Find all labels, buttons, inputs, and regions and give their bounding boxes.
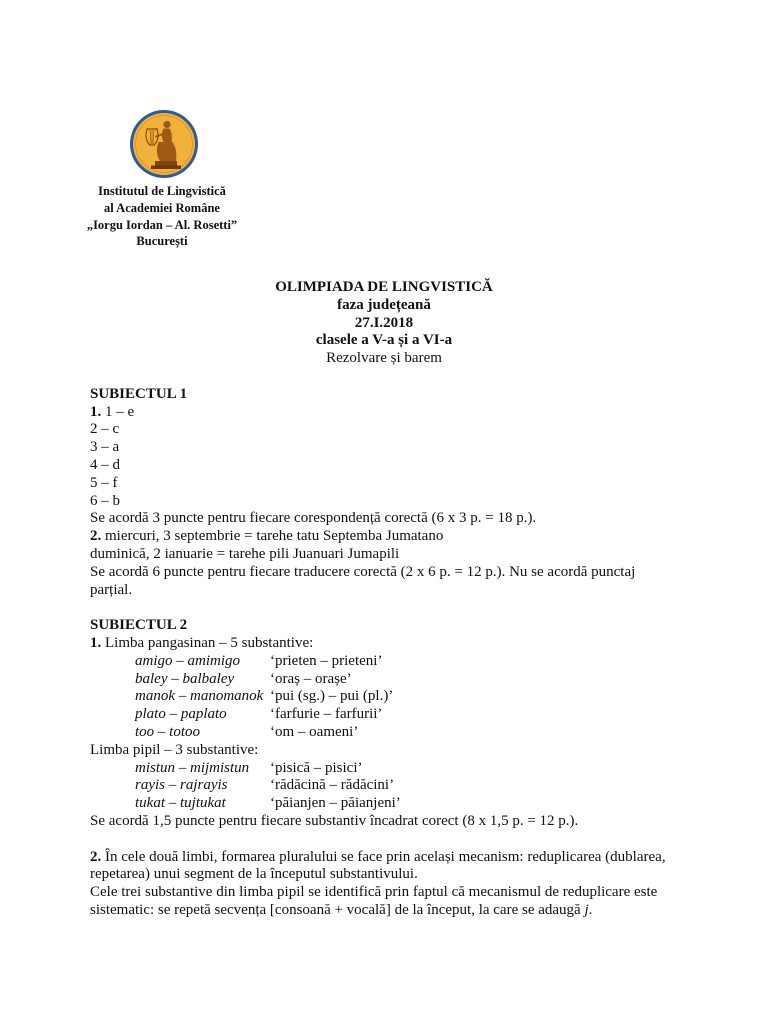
noun-forms: tukat – tujtukat (135, 795, 226, 812)
question-number: 2. (90, 848, 102, 865)
emphasized-letter: j (584, 901, 589, 918)
noun-gloss: ‘pisică – pisici’ (270, 759, 363, 776)
noun-gloss: ‘pui (sg.) – pui (pl.)’ (270, 688, 394, 705)
noun-gloss: ‘rădăcină – rădăcini’ (270, 777, 395, 794)
sentence-end: . (588, 901, 593, 918)
question-number: 1. (90, 634, 102, 651)
noun-gloss: ‘păianjen – păianjeni’ (270, 795, 401, 812)
noun-row (90, 795, 678, 813)
institute-logo (129, 109, 199, 179)
subject1-heading: SUBIECTUL 1 (90, 385, 188, 402)
subject2-q1-intro (90, 635, 678, 653)
paragraph-line: În cele două limbi, formarea pluralului se face prin același mecanism: reduplicarea (dublarea, (105, 848, 666, 865)
subject1-q1-scoring: Se acordă 3 puncte pentru fiecare corespondență corectă (6 x 3 p. = 18 p.). (90, 510, 537, 527)
noun-forms: rayis – rajrayis (135, 777, 228, 794)
noun-gloss: ‘oraș – orașe’ (270, 670, 352, 687)
noun-row (90, 671, 678, 689)
noun-row (90, 706, 678, 724)
subject1-q2-translation (90, 528, 678, 546)
noun-forms: too – totoo (135, 723, 201, 740)
institute-dedication: „Iorgu Iordan – Al. Rosetti” (86, 217, 238, 232)
subject2-q1-scoring: Se acordă 1,5 puncte pentru fiecare substantiv încadrat corect (8 x 1,5 p. = 12 p.). (90, 812, 579, 829)
question-number: 1. (90, 403, 102, 420)
subject1-q1-answer: 2 – c (90, 421, 120, 438)
paragraph-line: Cele trei substantive din limba pipil se identifică prin faptul că mecanismul de reduplicare este (90, 884, 658, 901)
institute-block (78, 183, 246, 250)
subject1-q2-scoring: Se acordă 6 puncte pentru fiecare traducere corectă (2 x 6 p. = 12 p.). Nu se acordă punctaj (90, 563, 636, 580)
grade-levels: clasele a V-a și a VI-a (315, 332, 453, 349)
subject1-q2-scoring: parțial. (90, 581, 133, 598)
noun-row (90, 777, 678, 795)
noun-forms: manok – manomanok (135, 688, 264, 705)
subject1-q1-answer (90, 404, 678, 422)
noun-row (90, 760, 678, 778)
answer-pair: 1 – e (105, 403, 135, 420)
institute-name: Institutul de Lingvistică (98, 184, 226, 198)
paragraph-line: repetarea) unui segment de la începutul substantivului. (90, 866, 418, 883)
subject1-q1-answer: 5 – f (90, 474, 118, 491)
paragraph-text: sistematic: se repetă secvența [consoană + vocală] de la început, la care se adaugă (90, 901, 581, 918)
noun-row (90, 688, 678, 706)
translation-text: miercuri, 3 septembrie = tarehe tatu Septemba Jumatano (105, 528, 444, 545)
subject2-q2-text (90, 849, 678, 867)
noun-forms: amigo – amimigo (135, 652, 240, 669)
subject1-q1-answer: 4 – d (90, 456, 120, 473)
paragraph-line (90, 902, 678, 920)
spacer (90, 831, 678, 849)
noun-gloss: ‘om – oameni’ (270, 723, 359, 740)
subject1-q1-answer: 3 – a (90, 439, 120, 456)
noun-row (90, 653, 678, 671)
competition-phase: faza județeană (337, 296, 431, 313)
noun-gloss: ‘farfurie – farfurii’ (270, 706, 383, 723)
noun-row (90, 724, 678, 742)
noun-forms: baley – balbaley (135, 670, 235, 687)
page-subtitle: Rezolvare și barem (326, 350, 442, 367)
spacer (90, 368, 678, 386)
noun-forms: mistun – mijmistun (135, 759, 250, 776)
competition-date: 27.I.2018 (354, 314, 414, 331)
noun-gloss: ‘prieten – prieteni’ (270, 652, 383, 669)
subject2-heading: SUBIECTUL 2 (90, 617, 188, 634)
pangasinan-intro: Limba pangasinan – 5 substantive: (105, 634, 314, 651)
page-title: OLIMPIADA DE LINGVISTICĂ (275, 279, 493, 295)
subject1-q1-answer: 6 – b (90, 492, 120, 509)
noun-forms: plato – paplato (135, 706, 227, 723)
subject1-q2-translation: duminică, 2 ianuarie = tarehe pili Juanuari Jumapili (90, 545, 400, 562)
pipil-intro: Limba pipil – 3 substantive: (90, 741, 259, 758)
institute-affiliation: al Academiei Române (104, 200, 220, 215)
spacer (90, 599, 678, 617)
document-body (90, 279, 678, 920)
institute-city: București (136, 234, 188, 249)
question-number: 2. (90, 528, 102, 545)
